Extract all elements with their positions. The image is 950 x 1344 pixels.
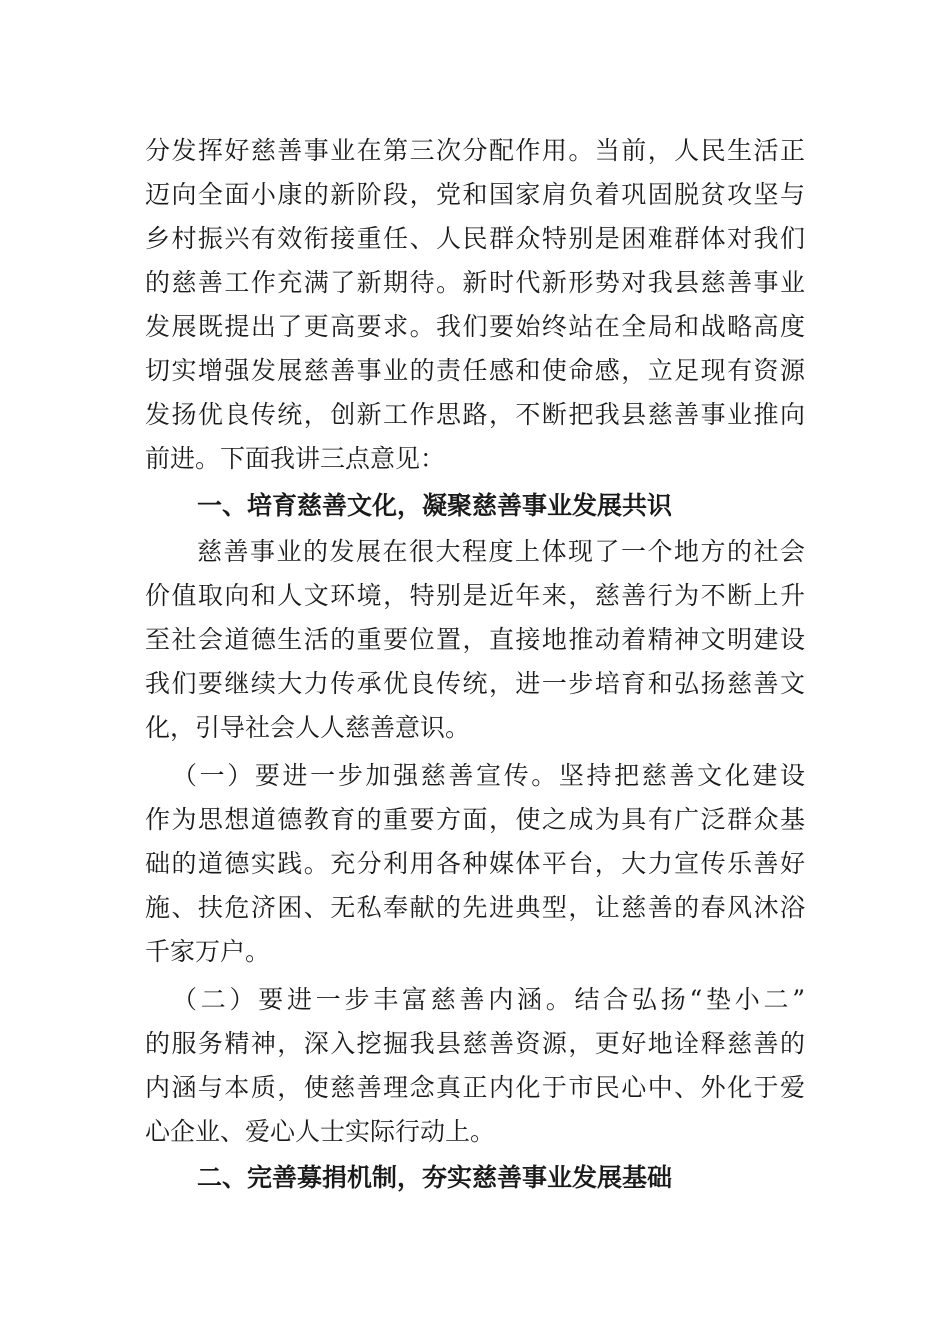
body-text-line: 心企业、爱心人士实际行动上。 <box>145 1117 496 1146</box>
body-text-line: 内涵与本质，使慈善理念真正内化于市民心中、外化于爱 <box>145 1073 805 1102</box>
body-text-line: 发扬优良传统，创新工作思路，不断把我县慈善事业推向 <box>145 400 805 429</box>
body-text-line: 的慈善工作充满了新期待。新时代新形势对我县慈善事业 <box>145 268 805 297</box>
body-text-line: 作为思想道德教育的重要方面，使之成为具有广泛群众基 <box>145 805 805 834</box>
section-heading: 二、完善募捐机制，夯实慈善事业发展基础 <box>197 1163 673 1192</box>
body-text-line: 慈善事业的发展在很大程度上体现了一个地方的社会 <box>197 537 805 566</box>
subsection-text-line: （一）要进一步加强慈善宣传。坚持把慈善文化建设 <box>172 761 805 790</box>
body-text-line: 施、扶危济困、无私奉献的先进典型，让慈善的春风沐浴 <box>145 893 805 922</box>
body-text-line: 迈向全面小康的新阶段，党和国家肩负着巩固脱贫攻坚与 <box>145 180 805 209</box>
body-text-line: 我们要继续大力传承优良传统，进一步培育和弘扬慈善文 <box>145 669 805 698</box>
section-heading: 一、培育慈善文化，凝聚慈善事业发展共识 <box>197 491 673 520</box>
body-text-line: 千家万户。 <box>145 937 271 966</box>
subsection-text-line: （二）要进一步丰富慈善内涵。结合弘扬“垫小二” <box>172 985 805 1014</box>
body-text-line: 切实增强发展慈善事业的责任感和使命感，立足现有资源 <box>145 356 805 385</box>
body-text-line: 分发挥好慈善事业在第三次分配作用。当前，人民生活正 <box>145 136 805 165</box>
body-text-line: 乡村振兴有效衔接重任、人民群众特别是困难群体对我们 <box>145 224 805 253</box>
body-text-line: 前进。下面我讲三点意见： <box>145 444 446 473</box>
body-text-line: 的服务精神，深入挖掘我县慈善资源，更好地诠释慈善的 <box>145 1029 805 1058</box>
body-text-line: 价值取向和人文环境，特别是近年来，慈善行为不断上升 <box>145 581 805 610</box>
body-text-line: 发展既提出了更高要求。我们要始终站在全局和战略高度 <box>145 312 805 341</box>
body-text-line: 至社会道德生活的重要位置，直接地推动着精神文明建设 <box>145 625 805 654</box>
body-text-line: 化，引导社会人人慈善意识。 <box>145 713 471 742</box>
body-text-line: 础的道德实践。充分利用各种媒体平台，大力宣传乐善好 <box>145 849 805 878</box>
